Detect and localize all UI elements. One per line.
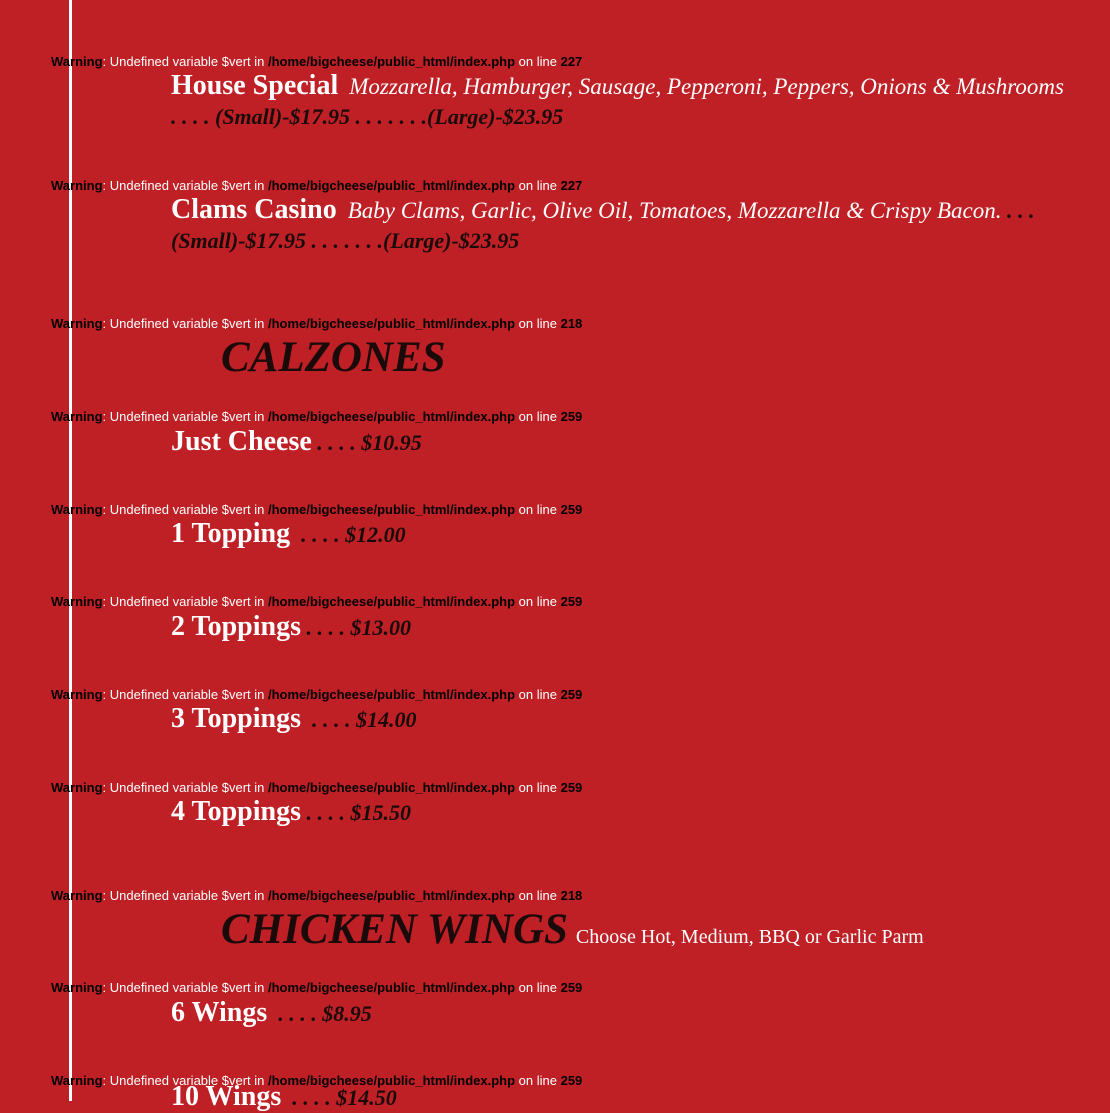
section-title-calzones bbox=[221, 333, 446, 383]
warning-label: Warning bbox=[51, 409, 103, 424]
item-name: Just Cheese bbox=[171, 426, 312, 457]
warning-line-number: 259 bbox=[560, 594, 583, 609]
menu-item-house-special bbox=[171, 71, 1071, 132]
item-name: 2 Toppings bbox=[171, 611, 301, 642]
warning-message: : Undefined variable $vert in bbox=[102, 888, 268, 903]
menu-item-clams-casino bbox=[171, 195, 1071, 256]
php-warning bbox=[51, 687, 582, 703]
warning-label: Warning bbox=[51, 888, 103, 903]
warning-line-number: 259 bbox=[560, 687, 583, 702]
php-warning bbox=[51, 316, 582, 332]
warning-message: : Undefined variable $vert in bbox=[102, 1073, 268, 1088]
warning-path: /home/bigcheese/public_html/index.php bbox=[268, 687, 516, 702]
php-warning bbox=[51, 178, 582, 194]
menu-item-1-topping bbox=[171, 519, 406, 550]
item-price: . . . (Small)-$17.95 . . . . . . .(Large)-$23.95 bbox=[171, 198, 1035, 253]
warning-line-number: 218 bbox=[560, 316, 583, 331]
warning-on-line: on line bbox=[515, 178, 561, 193]
php-warning bbox=[51, 502, 582, 518]
warning-on-line: on line bbox=[515, 502, 561, 517]
warning-line-number: 259 bbox=[560, 502, 583, 517]
warning-label: Warning bbox=[51, 1073, 103, 1088]
warning-on-line: on line bbox=[515, 316, 561, 331]
warning-on-line: on line bbox=[515, 687, 561, 702]
warning-on-line: on line bbox=[515, 980, 561, 995]
warning-path: /home/bigcheese/public_html/index.php bbox=[268, 780, 516, 795]
warning-on-line: on line bbox=[515, 1073, 561, 1088]
warning-label: Warning bbox=[51, 178, 103, 193]
warning-line-number: 259 bbox=[560, 780, 583, 795]
item-price: . . . . $15.50 bbox=[301, 800, 411, 825]
warning-label: Warning bbox=[51, 687, 103, 702]
item-name: 10 Wings bbox=[171, 1081, 282, 1112]
warning-message: : Undefined variable $vert in bbox=[102, 594, 268, 609]
item-description: Mozzarella, Hamburger, Sausage, Pepperoni, Peppers, Onions & Mushrooms bbox=[349, 74, 1064, 99]
item-price: . . . . $10.95 bbox=[311, 430, 422, 455]
item-price: . . . . $14.50 bbox=[286, 1085, 397, 1110]
menu-item-10-wings bbox=[171, 1082, 397, 1113]
warning-on-line: on line bbox=[515, 888, 561, 903]
warning-on-line: on line bbox=[515, 594, 561, 609]
warning-label: Warning bbox=[51, 594, 103, 609]
warning-on-line: on line bbox=[515, 409, 561, 424]
warning-line-number: 227 bbox=[560, 178, 583, 193]
warning-line-number: 259 bbox=[560, 980, 583, 995]
warning-line-number: 259 bbox=[560, 1073, 583, 1088]
warning-on-line: on line bbox=[515, 54, 561, 69]
warning-message: : Undefined variable $vert in bbox=[102, 502, 268, 517]
warning-path: /home/bigcheese/public_html/index.php bbox=[268, 178, 516, 193]
menu-item-6-wings bbox=[171, 998, 372, 1029]
warning-label: Warning bbox=[51, 780, 103, 795]
php-warning bbox=[51, 888, 582, 904]
item-description: Baby Clams, Garlic, Olive Oil, Tomatoes, Mozzarella & Crispy Bacon. bbox=[347, 198, 1002, 223]
warning-path: /home/bigcheese/public_html/index.php bbox=[268, 888, 516, 903]
item-name: 6 Wings bbox=[171, 997, 268, 1028]
php-warning bbox=[51, 980, 582, 996]
warning-label: Warning bbox=[51, 980, 103, 995]
menu-item-2-toppings bbox=[171, 612, 411, 643]
warning-message: : Undefined variable $vert in bbox=[102, 54, 268, 69]
php-warning bbox=[51, 780, 582, 796]
php-warning bbox=[51, 54, 582, 70]
warning-message: : Undefined variable $vert in bbox=[102, 780, 268, 795]
item-name: 3 Toppings bbox=[171, 703, 301, 734]
menu-item-4-toppings bbox=[171, 797, 411, 828]
vertical-divider-line bbox=[69, 0, 72, 1101]
item-name: 1 Topping bbox=[171, 518, 291, 549]
wings-flavor-note: Choose Hot, Medium, BBQ or Garlic Parm bbox=[575, 926, 924, 948]
menu-item-just-cheese bbox=[171, 427, 422, 458]
warning-message: : Undefined variable $vert in bbox=[102, 316, 268, 331]
item-price: . . . . (Small)-$17.95 . . . . . . .(Large)-$23.95 bbox=[171, 104, 564, 129]
warning-on-line: on line bbox=[515, 780, 561, 795]
warning-message: : Undefined variable $vert in bbox=[102, 980, 268, 995]
section-heading: CALZONES bbox=[221, 334, 446, 381]
warning-path: /home/bigcheese/public_html/index.php bbox=[268, 594, 516, 609]
warning-path: /home/bigcheese/public_html/index.php bbox=[268, 54, 516, 69]
warning-label: Warning bbox=[51, 316, 103, 331]
warning-message: : Undefined variable $vert in bbox=[102, 409, 268, 424]
warning-path: /home/bigcheese/public_html/index.php bbox=[268, 316, 516, 331]
item-name: Clams Casino bbox=[171, 194, 337, 225]
section-heading: CHICKEN WINGS bbox=[221, 906, 568, 953]
item-price: . . . . $13.00 bbox=[301, 615, 411, 640]
warning-label: Warning bbox=[51, 54, 103, 69]
warning-line-number: 227 bbox=[560, 54, 583, 69]
warning-line-number: 218 bbox=[560, 888, 583, 903]
warning-line-number: 259 bbox=[560, 409, 583, 424]
php-warning bbox=[51, 409, 582, 425]
warning-message: : Undefined variable $vert in bbox=[102, 178, 268, 193]
warning-path: /home/bigcheese/public_html/index.php bbox=[268, 1073, 516, 1088]
section-title-chicken-wings bbox=[221, 905, 924, 962]
item-name: 4 Toppings bbox=[171, 796, 301, 827]
item-price: . . . . $8.95 bbox=[272, 1001, 372, 1026]
item-price: . . . . $14.00 bbox=[306, 707, 417, 732]
item-price: . . . . $12.00 bbox=[295, 522, 406, 547]
menu-item-3-toppings bbox=[171, 704, 417, 735]
php-warning bbox=[51, 594, 582, 610]
warning-label: Warning bbox=[51, 502, 103, 517]
warning-path: /home/bigcheese/public_html/index.php bbox=[268, 409, 516, 424]
warning-message: : Undefined variable $vert in bbox=[102, 687, 268, 702]
warning-path: /home/bigcheese/public_html/index.php bbox=[268, 980, 516, 995]
warning-path: /home/bigcheese/public_html/index.php bbox=[268, 502, 516, 517]
item-name: House Special bbox=[171, 70, 339, 101]
